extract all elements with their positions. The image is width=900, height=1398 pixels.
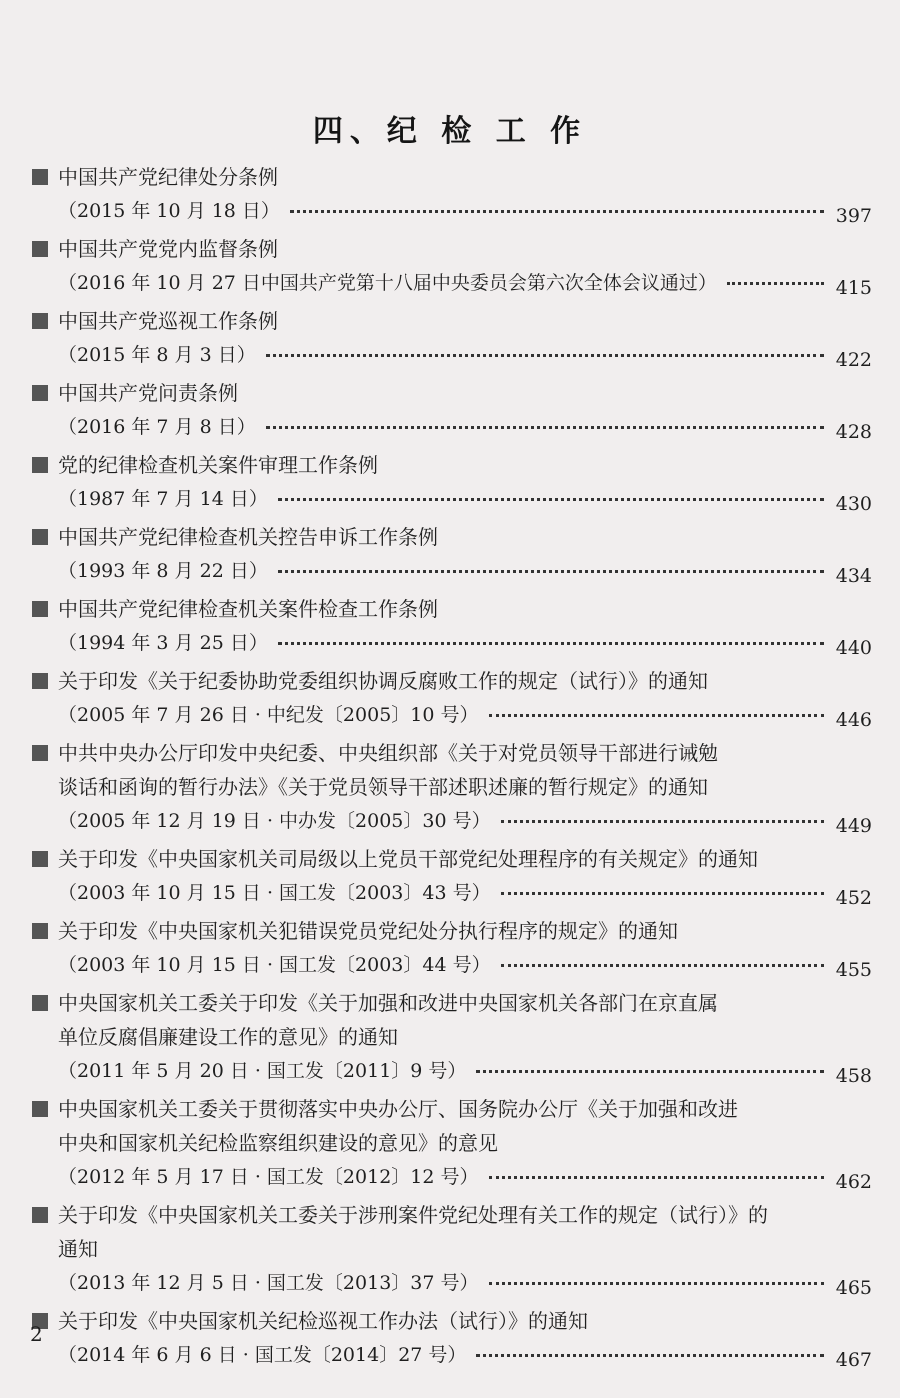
dot-leader [266, 426, 824, 429]
toc-entry-title [0, 1092, 900, 1126]
toc-entry-title-text: 中央国家机关工委关于印发《关于加强和改进中央国家机关各部门在京直属 [58, 991, 718, 1015]
square-bullet-icon [32, 1207, 48, 1223]
toc-entry-note-line [0, 1054, 900, 1088]
toc-entry-page-number: 430 [835, 493, 872, 515]
toc-entry-date-note: （2014 年 6 月 6 日 · 国工发〔2014〕27 号） [58, 1344, 467, 1366]
toc-entry-title-text: 关于印发《中央国家机关纪检巡视工作办法（试行）》的通知 [58, 1309, 588, 1333]
dot-leader [476, 1354, 824, 1357]
toc-entry [0, 160, 900, 228]
toc-entry-title-text: 关于印发《关于纪委协助党委组织协调反腐败工作的规定（试行）》的通知 [58, 669, 708, 693]
square-bullet-icon [32, 385, 48, 401]
dot-leader [266, 354, 824, 357]
toc-entry-title [0, 520, 900, 554]
toc-entry [0, 664, 900, 732]
square-bullet-icon [32, 851, 48, 867]
toc-entry-date-note: （1993 年 8 月 22 日） [58, 560, 268, 582]
dot-leader [278, 498, 824, 501]
toc-entry-note-line [0, 698, 900, 732]
square-bullet-icon [32, 1101, 48, 1117]
square-bullet-icon [32, 995, 48, 1011]
toc-entry-page-number: 446 [835, 709, 872, 731]
toc-entry-note-line [0, 948, 900, 982]
toc-entry-page-number: 452 [835, 887, 872, 909]
toc-entry-date-note: （2015 年 8 月 3 日） [58, 344, 256, 366]
toc-entry-date-note: （2016 年 7 月 8 日） [58, 416, 256, 438]
toc-entry-title-text: 中国共产党纪律检查机关案件检查工作条例 [58, 597, 438, 621]
toc-entry [0, 1092, 900, 1194]
toc-entry-title-continued [0, 770, 900, 804]
toc-entry-note-line [0, 1338, 900, 1372]
square-bullet-icon [32, 601, 48, 617]
square-bullet-icon [32, 313, 48, 329]
toc-entry-page-number: 428 [835, 421, 872, 443]
toc-entry-page-number: 465 [835, 1277, 872, 1299]
toc-entry-note-line [0, 194, 900, 228]
toc-entry-title-text: 谈话和函询的暂行办法》《关于党员领导干部述职述廉的暂行规定》的通知 [58, 775, 708, 799]
toc-entry-title-text: 中国共产党纪律检查机关控告申诉工作条例 [58, 525, 438, 549]
toc-entry-title-text: 中国共产党巡视工作条例 [58, 309, 278, 333]
toc-entry-title-text: 中国共产党纪律处分条例 [58, 165, 278, 189]
square-bullet-icon [32, 241, 48, 257]
toc-entry [0, 842, 900, 910]
toc-entry-title-text: 关于印发《中央国家机关司局级以上党员干部党纪处理程序的有关规定》的通知 [58, 847, 758, 871]
toc-entry [0, 304, 900, 372]
square-bullet-icon [32, 457, 48, 473]
toc-entry [0, 1304, 900, 1372]
toc-entry-title [0, 376, 900, 410]
toc-entry-page-number: 455 [835, 959, 872, 981]
toc-entry-title-text: 党的纪律检查机关案件审理工作条例 [58, 453, 378, 477]
toc-entry-date-note: （2005 年 7 月 26 日 · 中纪发〔2005〕10 号） [58, 704, 479, 726]
toc-entry-title-continued [0, 1232, 900, 1266]
dot-leader [290, 210, 824, 213]
dot-leader [278, 570, 824, 573]
toc-entry-title [0, 842, 900, 876]
toc-entry-date-note: （2015 年 10 月 18 日） [58, 200, 280, 222]
toc-entry-title [0, 1304, 900, 1338]
section-title: 四、纪 检 工 作 [312, 114, 588, 149]
toc-entry-title-text: 关于印发《中央国家机关犯错误党员党纪处分执行程序的规定》的通知 [58, 919, 678, 943]
square-bullet-icon [32, 673, 48, 689]
toc-entry-note-line [0, 338, 900, 372]
dot-leader [489, 714, 824, 717]
toc-entry-date-note: （2003 年 10 月 15 日 · 国工发〔2003〕43 号） [58, 882, 491, 904]
toc-entry-date-note: （2011 年 5 月 20 日 · 国工发〔2011〕9 号） [58, 1060, 467, 1082]
toc-entry [0, 1198, 900, 1300]
toc-entry-title [0, 914, 900, 948]
toc-entry-title-text: 中共中央办公厅印发中央纪委、中央组织部《关于对党员领导干部进行诫勉 [58, 741, 718, 765]
dot-leader [278, 642, 824, 645]
toc-entry-date-note: （2013 年 12 月 5 日 · 国工发〔2013〕37 号） [58, 1272, 479, 1294]
toc-entry-note-line [0, 1266, 900, 1300]
square-bullet-icon [32, 745, 48, 761]
toc-entry-note-line [0, 626, 900, 660]
dot-leader [476, 1070, 824, 1073]
toc-entry-page-number: 458 [835, 1065, 872, 1087]
toc-entry-title [0, 232, 900, 266]
toc-entry-title [0, 448, 900, 482]
toc-entry-title [0, 160, 900, 194]
toc-entry-page-number: 449 [835, 815, 872, 837]
toc-entry-title [0, 736, 900, 770]
toc-entry [0, 914, 900, 982]
toc-entry-title-continued [0, 1020, 900, 1054]
toc-entry-page-number: 422 [835, 349, 872, 371]
toc-entry-title [0, 664, 900, 698]
toc-entry [0, 986, 900, 1088]
page-folio: 2 [30, 1322, 43, 1346]
toc-entry [0, 448, 900, 516]
toc-entry-page-number: 440 [835, 637, 872, 659]
toc-entry-note-line [0, 1160, 900, 1194]
toc-entry-title-continued [0, 1126, 900, 1160]
toc-entry-date-note: （2003 年 10 月 15 日 · 国工发〔2003〕44 号） [58, 954, 491, 976]
toc-entry-title [0, 1198, 900, 1232]
toc-entry-title-text: 中国共产党党内监督条例 [58, 237, 278, 261]
toc-entry-date-note: （2012 年 5 月 17 日 · 国工发〔2012〕12 号） [58, 1166, 479, 1188]
toc-entry [0, 592, 900, 660]
toc-entry-note-line [0, 266, 900, 300]
toc-entry-note-line [0, 410, 900, 444]
toc-entry [0, 736, 900, 838]
toc-entry-title-text: 中央国家机关工委关于贯彻落实中央办公厅、国务院办公厅《关于加强和改进 [58, 1097, 738, 1121]
toc-entry [0, 376, 900, 444]
toc-entry-title-text: 通知 [58, 1237, 98, 1261]
toc-entry-page-number: 462 [835, 1171, 872, 1193]
dot-leader [727, 282, 824, 285]
dot-leader [501, 820, 824, 823]
toc-entry-page-number: 467 [835, 1349, 872, 1371]
toc-entry [0, 520, 900, 588]
square-bullet-icon [32, 529, 48, 545]
toc-entry-title-text: 中央和国家机关纪检监察组织建设的意见》的意见 [58, 1131, 498, 1155]
toc-entry-title-text: 单位反腐倡廉建设工作的意见》的通知 [58, 1025, 398, 1049]
toc-entry-date-note: （1994 年 3 月 25 日） [58, 632, 268, 654]
square-bullet-icon [32, 169, 48, 185]
toc-entry-page-number: 415 [835, 277, 872, 299]
toc-entry-title-text: 中国共产党问责条例 [58, 381, 238, 405]
toc-entry-note-line [0, 482, 900, 516]
toc-entry-title [0, 592, 900, 626]
toc-entry [0, 232, 900, 300]
toc-entry-note-line [0, 876, 900, 910]
toc-entry-title-text: 关于印发《中央国家机关工委关于涉刑案件党纪处理有关工作的规定（试行）》的 [58, 1203, 768, 1227]
toc-entry-date-note: （1987 年 7 月 14 日） [58, 488, 268, 510]
toc-entry-page-number: 434 [835, 565, 872, 587]
dot-leader [501, 964, 824, 967]
toc-entry-note-line [0, 804, 900, 838]
toc-entry-list [0, 160, 900, 1376]
dot-leader [489, 1176, 824, 1179]
toc-entry-title [0, 986, 900, 1020]
dot-leader [489, 1282, 824, 1285]
toc-entry-note-line [0, 554, 900, 588]
toc-entry-title [0, 304, 900, 338]
dot-leader [501, 892, 824, 895]
square-bullet-icon [32, 923, 48, 939]
toc-entry-date-note: （2005 年 12 月 19 日 · 中办发〔2005〕30 号） [58, 810, 491, 832]
toc-entry-date-note: （2016 年 10 月 27 日中国共产党第十八届中央委员会第六次全体会议通过） [58, 272, 717, 294]
toc-entry-page-number: 397 [835, 205, 872, 227]
